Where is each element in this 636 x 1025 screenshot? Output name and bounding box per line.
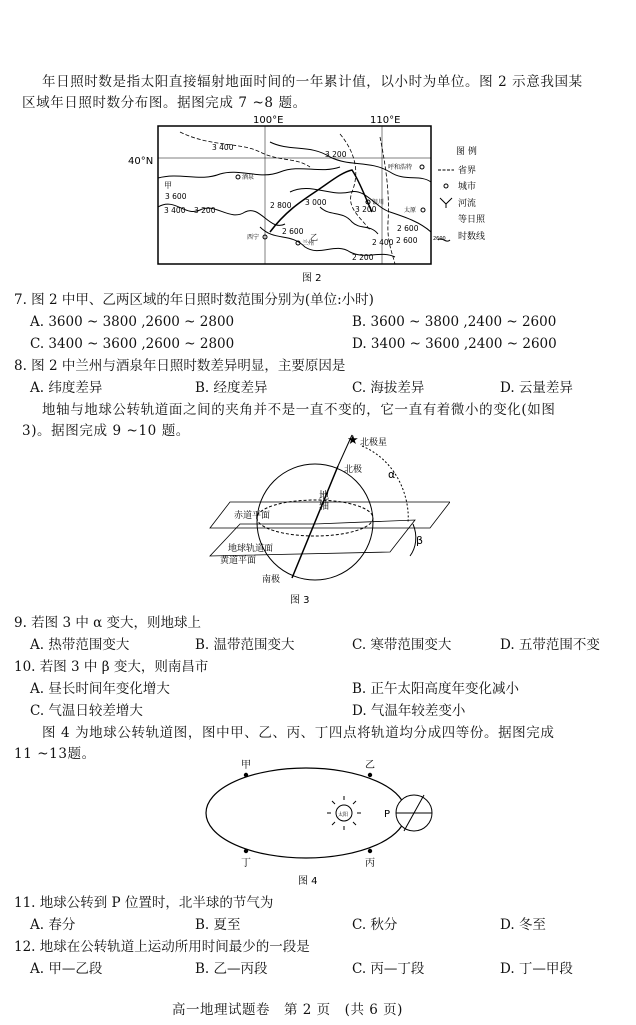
isoline-value: 2 800 (270, 201, 292, 210)
q10-option-a[interactable]: A. 昼长时间年变化增大 (30, 681, 170, 697)
intro-9-10-line2: 3)。据图完成 9 ~10 题。 (22, 423, 190, 439)
q12-option-b[interactable]: B. 乙—丙段 (195, 961, 268, 977)
question-9-stem: 9. 若图 3 中 α 变大，则地球上 (14, 615, 202, 631)
legend-title: 图 例 (456, 147, 477, 157)
point-ding-dot (244, 849, 248, 853)
q7-option-a[interactable]: A. 3600 ~ 3800 ,2600 ~ 2800 (30, 314, 235, 330)
point-bing-dot (368, 849, 372, 853)
q8-option-d[interactable]: D. 云量差异 (500, 380, 573, 396)
polaris-star-icon: ★ (347, 433, 359, 448)
point-jia-label: 甲 (241, 760, 251, 771)
point-yi-label: 乙 (365, 760, 375, 771)
city-label: 银川 (372, 199, 385, 206)
q12-option-c[interactable]: C. 丙—丁段 (352, 961, 425, 977)
figure-4-caption: 图 4 (298, 876, 318, 887)
legend-river-symbol (440, 198, 452, 208)
point-yi-dot (368, 773, 372, 777)
city-label: 酒泉 (242, 174, 255, 181)
q11-option-b[interactable]: B. 夏至 (195, 917, 241, 933)
q11-option-c[interactable]: C. 秋分 (352, 917, 398, 933)
isoline-value: 2 200 (352, 253, 374, 262)
figure-3-background (200, 432, 450, 610)
isoline-value: 3 200 (194, 206, 216, 215)
sun-label: 太阳 (338, 812, 349, 818)
p-label: P (384, 809, 391, 820)
isoline-value: 3 400 (212, 143, 234, 152)
q12-option-d[interactable]: D. 丁—甲段 (500, 961, 573, 977)
city-label: 西宁 (247, 234, 260, 241)
point-ding-label: 丁 (241, 858, 251, 869)
question-11-stem: 11. 地球公转到 P 位置时，北半球的节气为 (14, 895, 274, 911)
q12-option-a[interactable]: A. 甲—乙段 (30, 961, 103, 977)
ecliptic-plane-label: 黄道平面 (220, 556, 257, 566)
city-label: 呼和浩特 (388, 164, 413, 171)
isoline-value: 3 200 (325, 150, 347, 159)
q10-option-c[interactable]: C. 气温日较差增大 (30, 703, 143, 719)
legend-sample-value: 2600 (433, 236, 446, 242)
lon-110-label: 110°E (370, 115, 401, 126)
figure-2-caption: 图 2 (302, 273, 322, 284)
intro-7-8-line1: 年日照时数是指太阳直接辐射地面时间的一年累计值，以小时为单位。图 2 示意我国某 (42, 74, 583, 90)
intro-7-8-line2: 区域年日照时数分布图。据图完成 7 ~8 题。 (22, 95, 307, 111)
q8-option-c[interactable]: C. 海拔差异 (352, 380, 425, 396)
figure-3-caption: 图 3 (290, 595, 310, 606)
intro-9-10-line1: 地轴与地球公转轨道面之间的夹角并不是一直不变的，它一直有着微小的变化(如图 (42, 402, 556, 418)
legend-item: 河流 (458, 199, 477, 209)
isoline-value: 2 600 (396, 236, 418, 245)
page-footer: 高一地理试题卷 第 2 页 (共 6 页) (172, 1002, 403, 1018)
q11-option-a[interactable]: A. 春分 (30, 917, 76, 933)
axis-label: 地轴 (316, 490, 328, 510)
city-marker (421, 208, 425, 212)
point-jia-dot (244, 773, 248, 777)
orbit-ellipse (206, 768, 406, 858)
figure-2-sunshine-map (120, 112, 520, 287)
legend-item: 省界 (458, 166, 477, 176)
q7-option-b[interactable]: B. 3600 ~ 3800 ,2400 ~ 2600 (352, 314, 557, 330)
question-12-stem: 12. 地球在公转轨道上运动所用时间最少的一段是 (14, 939, 310, 955)
region-jia-label: 甲 (164, 181, 172, 190)
question-8-stem: 8. 图 2 中兰州与酒泉年日照时数差异明显，主要原因是 (14, 358, 346, 374)
isoline-value: 3 000 (305, 198, 327, 207)
isoline-value: 3 400 (164, 206, 186, 215)
figure-4-orbit (198, 753, 443, 893)
question-10-stem: 10. 若图 3 中 β 变大，则南昌市 (14, 659, 209, 675)
q10-option-b[interactable]: B. 正午太阳高度年变化减小 (352, 681, 520, 697)
q9-option-b[interactable]: B. 温带范围变大 (195, 637, 295, 653)
legend-item: 时数线 (458, 232, 486, 242)
polaris-label: 北极星 (360, 438, 388, 448)
isoline-value: 3 200 (355, 205, 377, 214)
lon-100-label: 100°E (253, 115, 284, 126)
earth-at-p-icon (396, 795, 432, 831)
intro-11-13-line1: 图 4 为地球公转轨道图，图中甲、乙、丙、丁四点将轨道均分成四等份。据图完成 (42, 725, 555, 741)
legend-item: 等日照 (458, 215, 486, 225)
city-marker (420, 165, 424, 169)
question-7-stem: 7. 图 2 中甲、乙两区域的年日照时数范围分别为(单位:小时) (14, 292, 374, 308)
north-pole-label: 北极 (344, 465, 363, 475)
q7-option-d[interactable]: D. 3400 ~ 3600 ,2400 ~ 2600 (352, 336, 557, 352)
point-bing-label: 丙 (365, 858, 375, 869)
city-label: 太原 (404, 207, 417, 214)
q9-option-c[interactable]: C. 寒带范围变大 (352, 637, 452, 653)
legend-city-symbol (444, 184, 448, 188)
lat-40-label: 40°N (128, 156, 154, 167)
equator-plane-label: 赤道平面 (234, 511, 271, 521)
q7-option-c[interactable]: C. 3400 ~ 3600 ,2600 ~ 2800 (30, 336, 235, 352)
isoline-value: 3 600 (165, 192, 187, 201)
q10-option-d[interactable]: D. 气温年较差变小 (352, 703, 466, 719)
q8-option-a[interactable]: A. 纬度差异 (30, 380, 103, 396)
isoline-value: 2 600 (397, 224, 419, 233)
beta-label: β (416, 534, 424, 547)
intro-11-13-line2: 11 ~13题。 (14, 746, 96, 762)
q8-option-b[interactable]: B. 经度差异 (195, 380, 268, 396)
south-pole-label: 南极 (262, 575, 281, 585)
orbit-plane-label: 地球轨道面 (228, 544, 274, 554)
city-marker (236, 175, 240, 179)
isoline-value: 2 600 (282, 227, 304, 236)
region-yi-label: 乙 (310, 233, 318, 242)
alpha-label: α (388, 468, 396, 481)
figure-3-earth-axis (200, 432, 450, 610)
q9-option-a[interactable]: A. 热带范围变大 (30, 637, 130, 653)
isoline (270, 142, 431, 182)
map-legend (433, 145, 486, 242)
province-border (180, 132, 310, 167)
city-label: 兰州 (302, 240, 315, 247)
q11-option-d[interactable]: D. 冬至 (500, 917, 546, 933)
isoline-value: 2 400 (372, 238, 394, 247)
legend-item: 城市 (458, 182, 477, 192)
q9-option-d[interactable]: D. 五带范围不变 (500, 637, 600, 653)
